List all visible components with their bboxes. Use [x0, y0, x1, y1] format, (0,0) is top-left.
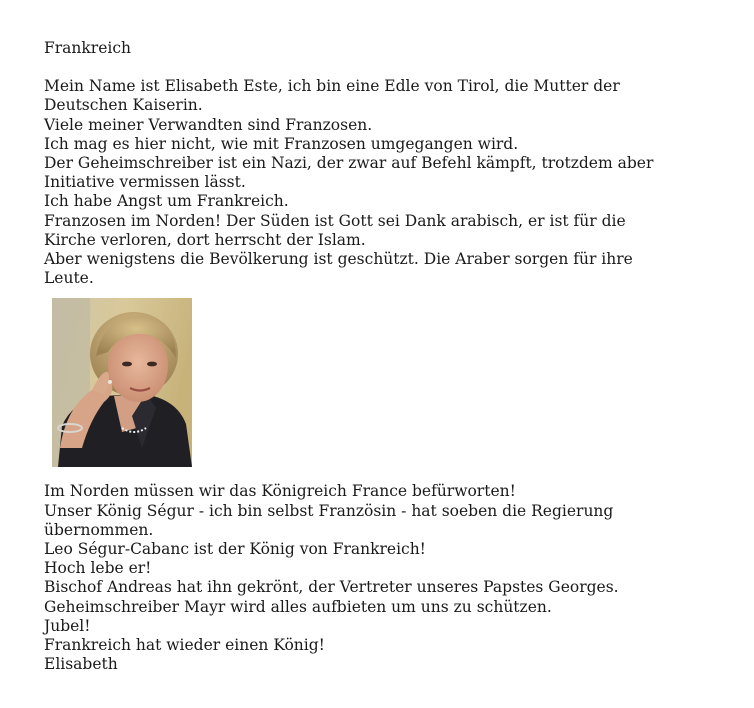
- portrait-photo: [52, 298, 192, 467]
- text-line: Geheimschreiber Mayr wird alles aufbieten um uns zu schützen.: [44, 597, 552, 616]
- text-line: Bischof Andreas hat ihn gekrönt, der Vertreter unseres Papstes Georges.: [44, 578, 619, 597]
- page-title: Frankreich: [44, 39, 131, 57]
- text-line: Viele meiner Verwandten sind Franzosen.: [44, 115, 373, 134]
- text-line: Aber wenigstens die Bevölkerung ist geschützt. Die Araber sorgen für ihre: [44, 250, 633, 269]
- signature: Elisabeth: [44, 655, 118, 674]
- text-line: Franzosen im Norden! Der Süden ist Gott sei Dank arabisch, er ist für die: [44, 211, 626, 230]
- text-line: Mein Name ist Elisabeth Este, ich bin eine Edle von Tirol, die Mutter der: [44, 77, 620, 96]
- text-line: Deutschen Kaiserin.: [44, 96, 203, 115]
- text-line: Frankreich hat wieder einen König!: [44, 636, 325, 655]
- document-body: [44, 39, 704, 674]
- text-line: Jubel!: [44, 616, 91, 635]
- text-line: übernommen.: [44, 520, 154, 539]
- text-line: Hoch lebe er!: [44, 559, 152, 578]
- text-line: Initiative vermissen lässt.: [44, 173, 246, 192]
- text-line: Leute.: [44, 269, 94, 288]
- text-line: Im Norden müssen wir das Königreich France befürworten!: [44, 482, 516, 501]
- text-line: Ich habe Angst um Frankreich.: [44, 192, 289, 211]
- outro-text: [44, 482, 704, 674]
- intro-text: [44, 77, 704, 288]
- text-line: Unser König Ségur - ich bin selbst Französin - hat soeben die Regierung: [44, 501, 614, 520]
- text-line: Kirche verloren, dort herrscht der Islam.: [44, 230, 366, 249]
- portrait-image: [52, 298, 192, 467]
- text-line: Der Geheimschreiber ist ein Nazi, der zwar auf Befehl kämpft, trotzdem aber: [44, 154, 654, 173]
- text-line: Ich mag es hier nicht, wie mit Franzosen umgegangen wird.: [44, 134, 519, 153]
- text-line: Leo Ségur-Cabanc ist der König von Frankreich!: [44, 540, 426, 559]
